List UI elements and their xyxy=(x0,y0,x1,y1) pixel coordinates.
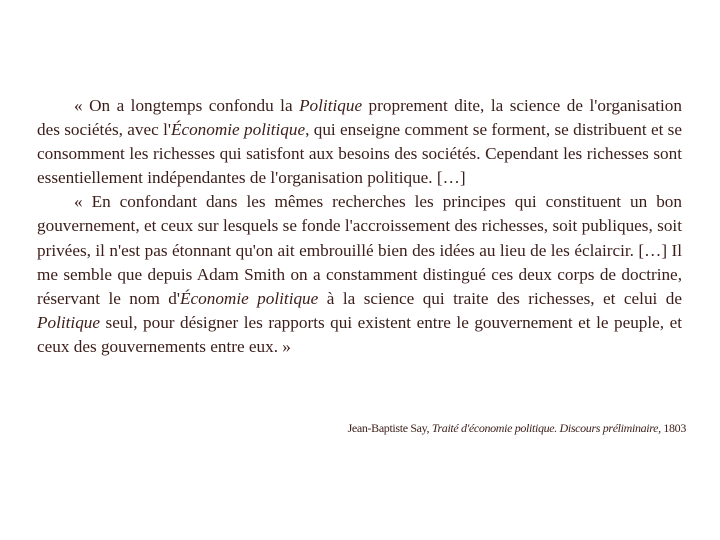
text-segment: « En confondant dans les mêmes recherches les principes qui constituent un bon gouvernement, et ceux sur lesquels se fonde l'accroissement des richesses, soit publiques, soit privées, il n'est pas étonnant qu'on ait embrouillé bien des idées au lieu de les éclaircir. […] Il me semble que depuis Adam Smith on a constamment distingué ces deux corps de doctrine, réservant le nom d' xyxy=(37,192,682,308)
quote-paragraph-2 xyxy=(37,190,682,359)
text-segment: seul, pour désigner les rapports qui existent entre le gouvernement et le peuple, et ceux des gouvernements entre eux. » xyxy=(37,312,682,356)
text-segment: à la science qui traite des richesses, et celui de xyxy=(318,288,682,308)
citation xyxy=(348,421,686,435)
citation-title: Traité d'économie politique. Discours préliminaire, xyxy=(431,421,661,435)
italic-term-economie-politique: Économie politique xyxy=(180,288,319,308)
quote-paragraph-1 xyxy=(37,94,682,190)
text-segment: , qui enseigne comment se forment, se distribuent et se consomment les richesses qui satisfont aux besoins des sociétés. Cependant les richesses sont essentiellement indépendantes de l'organisation politique. […] xyxy=(37,120,682,188)
italic-term-politique: Politique xyxy=(37,312,101,332)
text-segment: « On a longtemps confondu la xyxy=(74,96,300,115)
italic-term-politique: Politique xyxy=(299,96,363,115)
italic-term-economie-politique: Économie politique xyxy=(170,120,306,140)
quote-block xyxy=(37,94,682,359)
citation-author: Jean-Baptiste Say, xyxy=(347,421,432,435)
citation-year: 1803 xyxy=(660,421,686,435)
text-segment: proprement dite, la science de l'organisation des sociétés, avec l' xyxy=(37,96,682,140)
